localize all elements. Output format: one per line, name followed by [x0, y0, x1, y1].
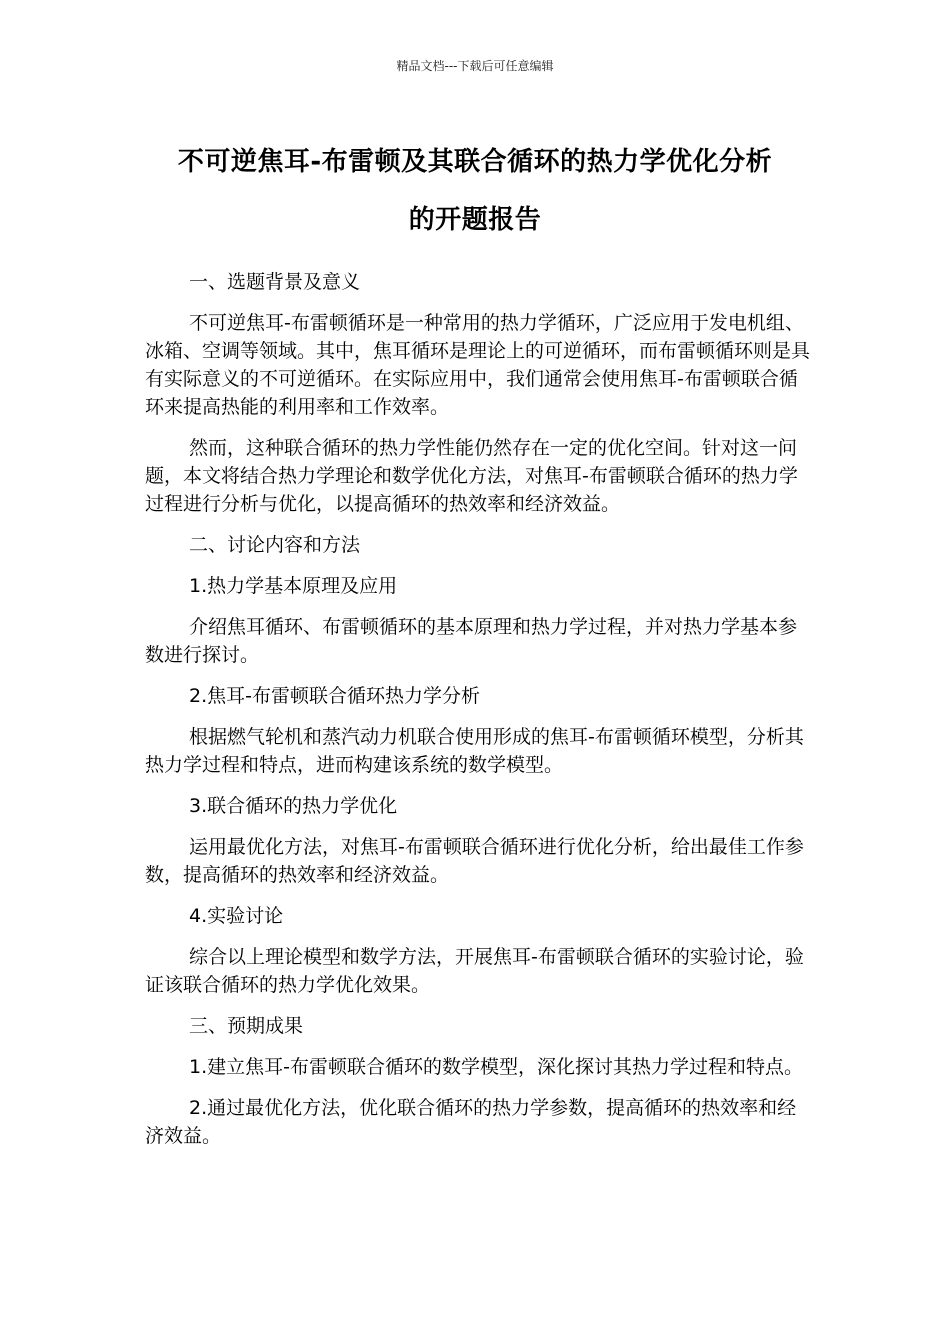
- document-title: [140, 133, 810, 249]
- paragraph-optimization-space: 然而，这种联合循环的热力学性能仍然存在一定的优化空间。针对这一问题，本文将结合热力学理论和数学优化方法，对焦耳-布雷顿联合循环的热力学过程进行分析与优化，以提高循环的热效率和经济效益。: [145, 437, 798, 515]
- expected-result-2: 2.通过最优化方法，优化联合循环的热力学参数，提高循环的热效率和经济效益。: [145, 1097, 797, 1147]
- paragraph-background: 不可逆焦耳-布雷顿循环是一种常用的热力学循环，广泛应用于发电机组、冰箱、空调等领域。其中，焦耳循环是理论上的可逆循环，而布雷顿循环则是具有实际意义的不可逆循环。在实际应用中，我们通常会使用焦耳-布雷顿联合循环来提高热能的利用率和工作效率。: [145, 312, 811, 418]
- title-line-2: 的开题报告: [408, 205, 542, 235]
- paragraph-subheading-4: 综合以上理论模型和数学方法，开展焦耳-布雷顿联合循环的实验讨论，验证该联合循环的热力学优化效果。: [145, 946, 804, 996]
- paragraph-subheading-3: 运用最优化方法，对焦耳-布雷顿联合循环进行优化分析，给出最佳工作参数，提高循环的热效率和经济效益。: [145, 836, 804, 886]
- subheading-2: 2.焦耳-布雷顿联合循环热力学分析: [189, 685, 480, 707]
- section-heading-expected-results: 三、预期成果: [189, 1015, 304, 1037]
- subheading-4: 4.实验讨论: [189, 905, 284, 927]
- page-header: 精品文档---下载后可任意编辑: [396, 59, 554, 73]
- expected-result-1: 1.建立焦耳-布雷顿联合循环的数学模型，深化探讨其热力学过程和特点。: [189, 1056, 803, 1078]
- subheading-3: 3.联合循环的热力学优化: [189, 795, 398, 817]
- paragraph-subheading-2: 根据燃气轮机和蒸汽动力机联合使用形成的焦耳-布雷顿循环模型，分析其热力学过程和特点，进而构建该系统的数学模型。: [145, 726, 804, 776]
- section-heading-background: 一、选题背景及意义: [189, 271, 361, 293]
- title-line-1: 不可逆焦耳-布雷顿及其联合循环的热力学优化分析: [177, 147, 773, 177]
- document-body: [145, 268, 810, 1163]
- subheading-1: 1.热力学基本原理及应用: [189, 575, 398, 597]
- section-heading-content-methods: 二、讨论内容和方法: [189, 534, 361, 556]
- paragraph-subheading-1: 介绍焦耳循环、布雷顿循环的基本原理和热力学过程，并对热力学基本参数进行探讨。: [145, 616, 798, 666]
